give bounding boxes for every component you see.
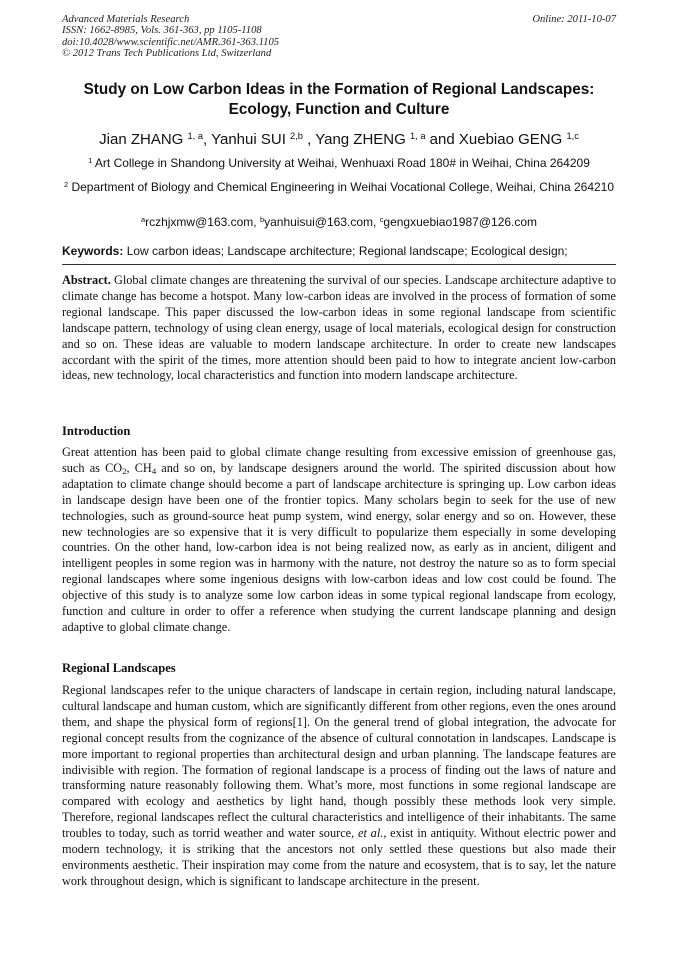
abstract-text: Global climate changes are threatening the survival of our species. Landscape architecture adaptive to climate change has become a hotspot. Many low-carbon ideas are involved in the process of formation of some regional landscape. This paper discussed the low-carbon ideas in some regional landscape from scientific landscape pattern, technology of using clean energy, usage of local materials, ecological design for construction and so on. These ideas are valuable to modern landscape architecture. In order to create new landscapes accordant with the spirit of the times, more attention should been paid to how to integrate ancient low-carbon ideas, new technology, local characteristics and function into modern landscape architecture.	[62, 273, 616, 383]
author-affiliation-mark: 2,b	[290, 130, 303, 141]
italic-etal: et al.	[358, 826, 384, 841]
journal-name: Advanced Materials Research	[62, 14, 190, 25]
intro-text: , CH	[126, 460, 152, 475]
author-name: Jian ZHANG	[99, 131, 188, 148]
intro-text: Great attention has been paid to global climate change resulting from excessive emission of greenhouse gas, such as CO	[62, 445, 616, 475]
journal-header	[62, 14, 279, 60]
author-affiliation-mark: 1, a	[409, 130, 426, 141]
subscript: 4	[151, 466, 157, 477]
email-mark: b	[259, 214, 265, 224]
author-list	[20, 130, 658, 150]
email-mark: c	[379, 214, 384, 224]
author-emails	[62, 215, 616, 229]
affiliation-text: Department of Biology and Chemical Engineering in Weihai Vocational College, Weihai, China 264210	[68, 180, 615, 194]
abstract-label: Abstract.	[62, 273, 111, 287]
author-affiliation-mark: 1,c	[566, 130, 579, 141]
doi-line: doi:10.4028/www.scientific.net/AMR.361-363.1105	[62, 36, 280, 48]
email-address: gengxuebiao1987@126.com	[383, 215, 538, 229]
online-date: Online: 2011-10-07	[532, 14, 616, 25]
email-mark: a	[140, 214, 146, 224]
affiliation-1	[62, 156, 616, 171]
author-name: Yanhui SUI	[211, 131, 291, 148]
affiliation-2	[62, 180, 616, 195]
affiliation-number: 1	[88, 155, 93, 165]
regional-landscapes-paragraph	[62, 683, 616, 890]
author-separator: and	[425, 131, 459, 148]
email-address: rczhjxmw@163.com,	[145, 215, 260, 229]
author-separator: ,	[302, 131, 316, 148]
email-address: yanhuisui@163.com,	[264, 215, 380, 229]
subscript: 2	[122, 466, 127, 477]
keywords-text: Low carbon ideas; Landscape architecture; Regional landscape; Ecological design;	[123, 244, 568, 258]
section-heading-introduction: Introduction	[62, 424, 131, 438]
divider-line	[62, 264, 616, 265]
issn-line: ISSN: 1662-8985, Vols. 361-363, pp 1105-1108	[62, 25, 262, 37]
keywords	[62, 244, 620, 258]
introduction-paragraph	[62, 445, 616, 636]
regional-text: Regional landscapes refer to the unique characters of landscape in certain region, including natural landscape, cultural landscape and human custom, which are significantly different from other regions, even the ones around them, and shape the physical form of regions[1]. On the general trend of global integration, the advocate for regional concept results from the cognizance of the absence of cultural connotation in landscapes. Landscape is more important to regional properties than architectural design and urban planning. The landscape features are indivisible with region. The formation of regional landscape is a process of finding out the laws of nature and transforming nature reasonably following them. What’s more, most functions in some regional landscape are compared with ecology and aesthetics by light hand, though possibly these methods look very simple. Therefore, regional landscapes reflect the cultural characteristics and intelligence of their inhabitants. The same troubles to today, such as torrid weather and water source,	[62, 683, 616, 841]
abstract	[62, 273, 616, 384]
keywords-label: Keywords:	[62, 244, 124, 258]
author-name: Xuebiao GENG	[458, 131, 567, 148]
intro-text: and so on, by landscape designers around the world. The spirited discussion about how adaptation to climate change should become a part of landscape architecture is springing up. Low carbon ideas in landscape design have been one of the frontier topics. Many scholars begin to seek for the use of new technologies, such as ground-source heat pump system, wind energy, solar energy and so on. However, these new technologies are so expensive that it is very difficult to popularize them especially in some developing countries. On the other hand, low-carbon idea is not being realized now, as early as in ancient, diligent and intelligent peoples in some region was in harmony with the nature, not destroy the nature so as to form special regional landscapes where some ingenious designs with low-carbon ideas and low cost could be found. The objective of this study is to analyze some low carbon ideas in some typical regional landscape from ecology, function and culture in order to offer a reference when studying the current landscape planning and design adaptive to global climate change.	[62, 460, 617, 634]
paper-title	[50, 80, 628, 120]
affiliation-number: 2	[63, 179, 69, 189]
copyright-line: © 2012 Trans Tech Publications Ltd, Switzerland	[62, 48, 272, 60]
author-name: Yang ZHENG	[315, 131, 410, 148]
regional-text: , exist in antiquity. Without electric power and modern technology, it is striking that the ancestors not only settled these questions but also made their environments aesthetic. Their inspiration may come from the nature and ecosystem, that is to say, let the nature work throughout design, which is significant to landscape architecture in the present.	[62, 826, 616, 888]
affiliation-text: Art College in Shandong University at Weihai, Wenhuaxi Road 180# in Weihai, China 264209	[92, 156, 590, 170]
title-line-2: Ecology, Function and Culture	[228, 101, 450, 118]
title-line-1: Study on Low Carbon Ideas in the Formation of Regional Landscapes:	[83, 81, 595, 98]
section-heading-regional-landscapes: Regional Landscapes	[62, 661, 176, 675]
author-separator: ,	[203, 131, 212, 148]
author-affiliation-mark: 1, a	[187, 130, 204, 141]
